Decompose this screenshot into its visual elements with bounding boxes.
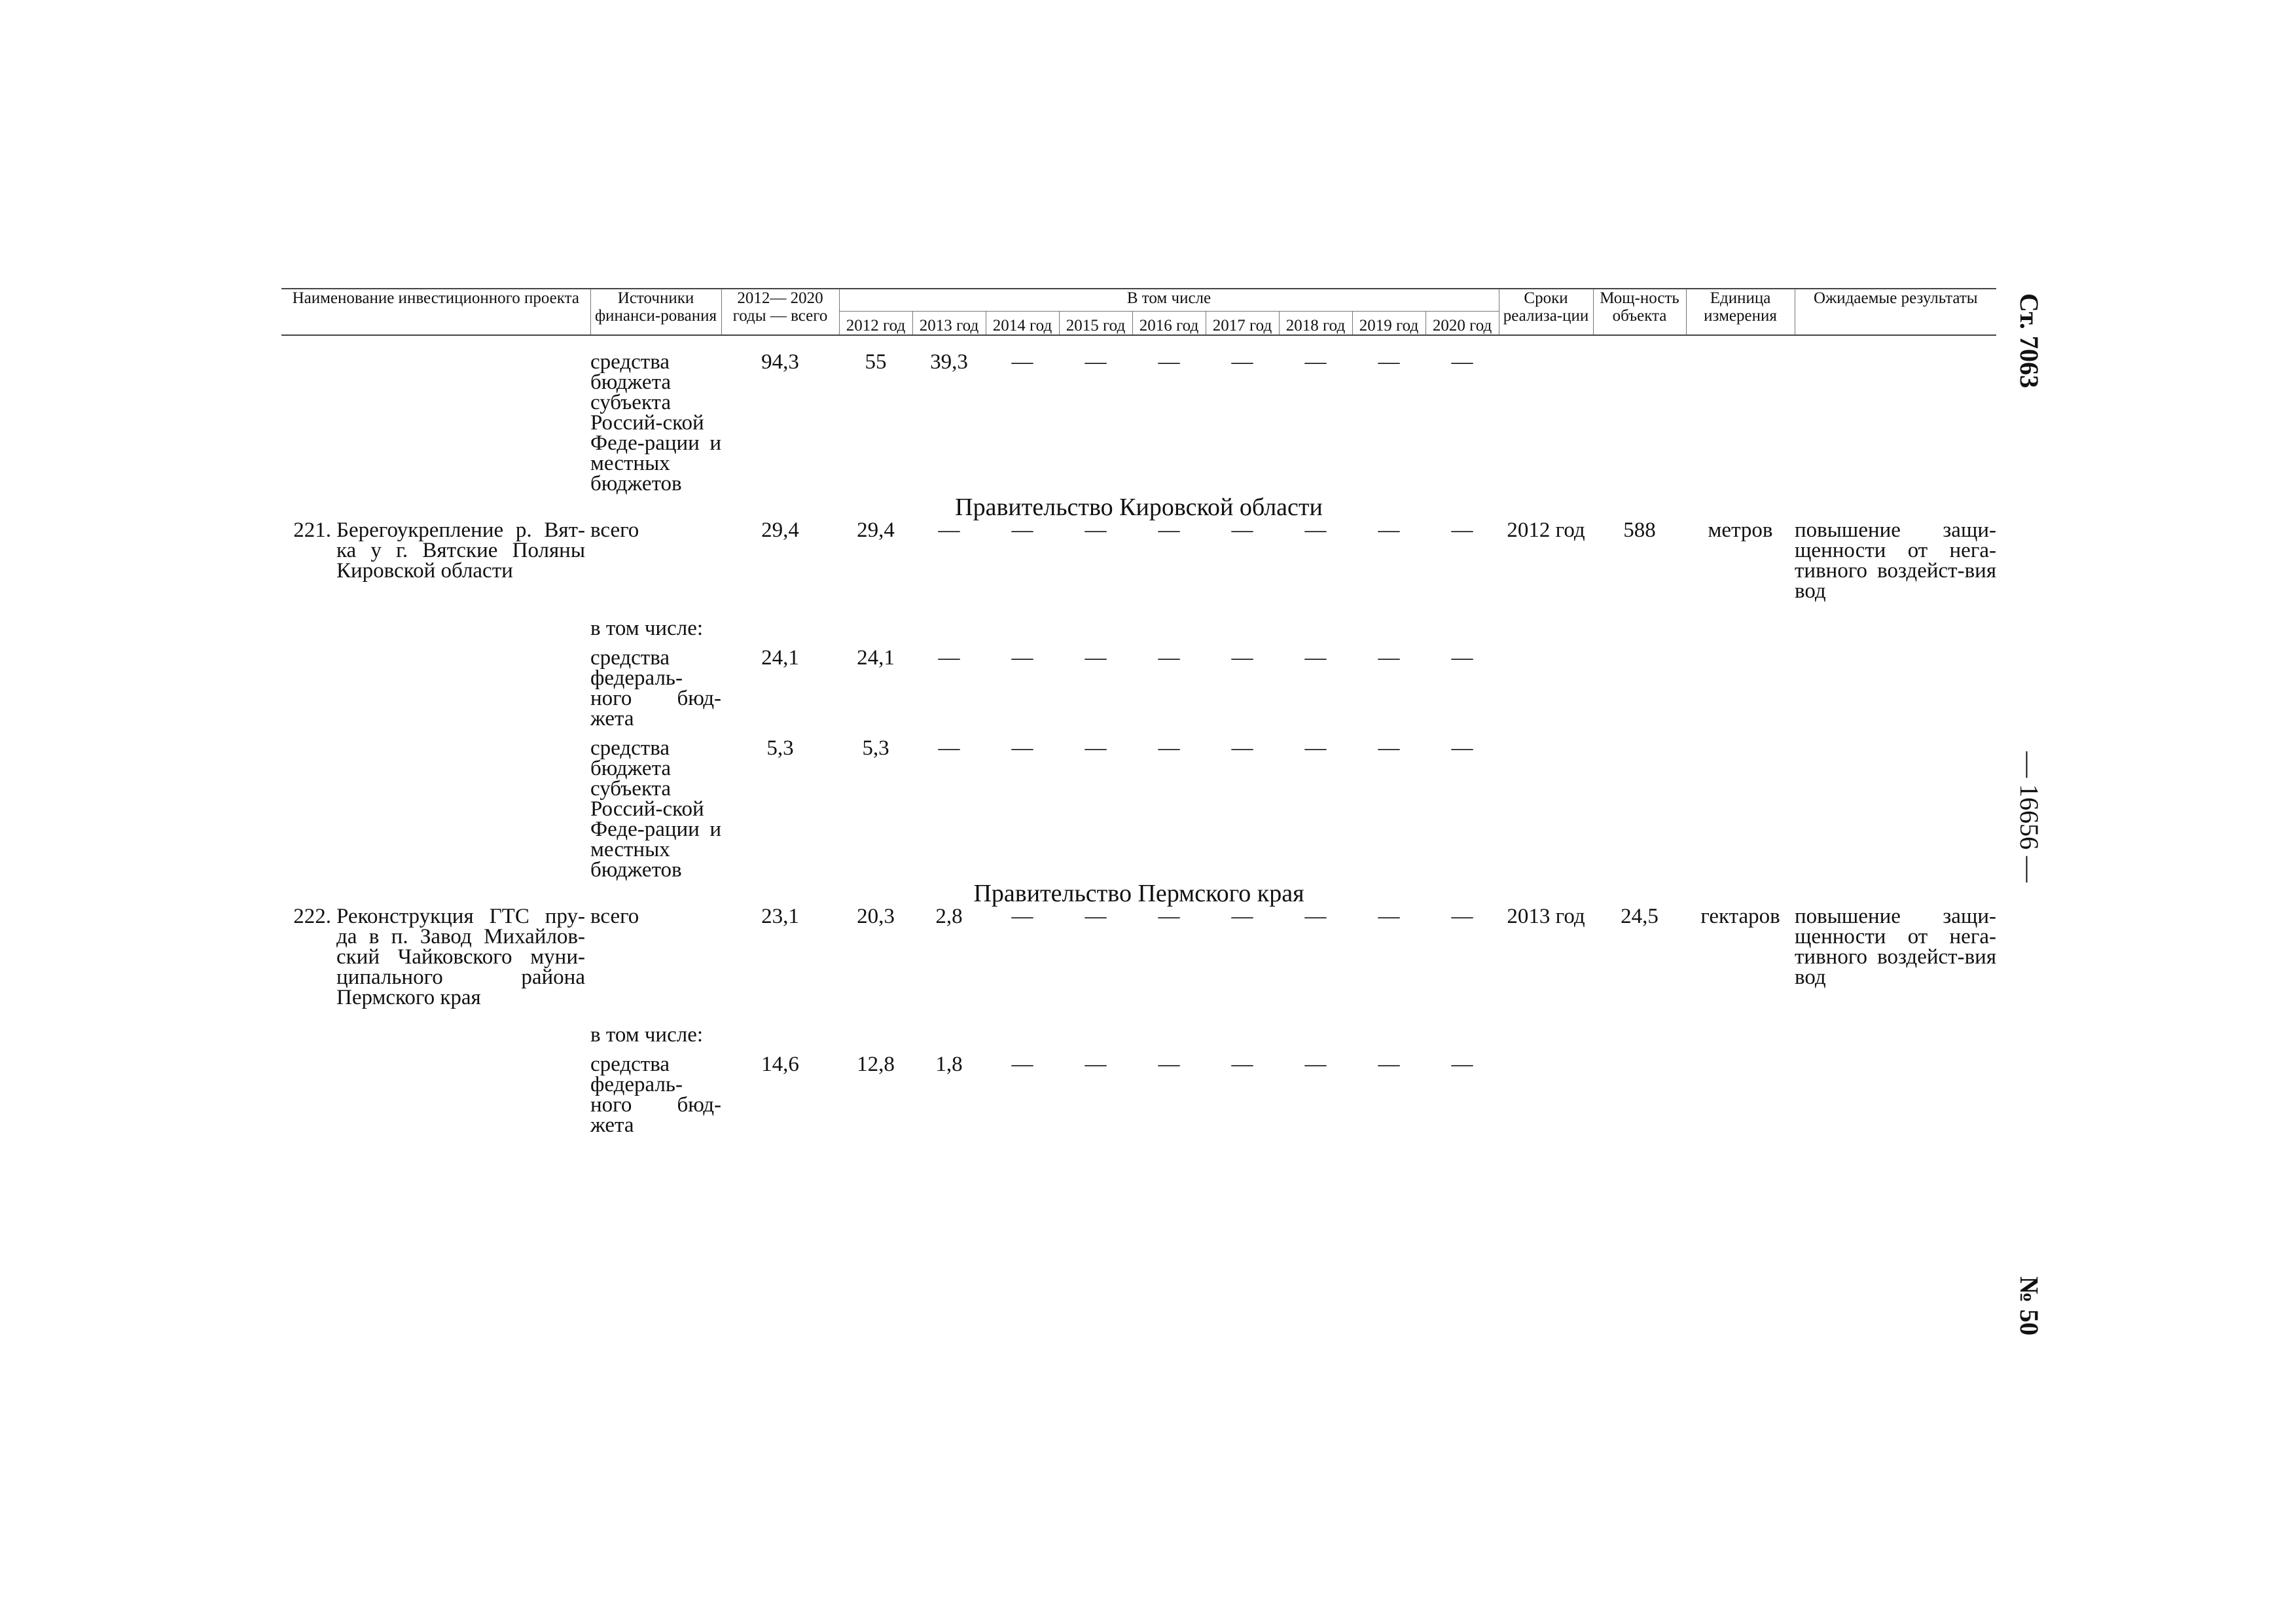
- year-cell: —: [1158, 646, 1180, 670]
- header-capacity: Мощ-ность объекта: [1593, 289, 1686, 335]
- header-total: 2012— 2020 годы — всего: [721, 289, 839, 335]
- project-index: 222.: [293, 905, 331, 928]
- year-cell: —: [938, 736, 960, 760]
- year-cell: —: [1231, 1053, 1253, 1076]
- unit-cell: гектаров: [1700, 905, 1780, 928]
- table-row: [281, 352, 1996, 494]
- header-sources: Источники финанси-рования: [590, 289, 721, 335]
- year-cell: —: [938, 646, 960, 670]
- table-row: [281, 1025, 1996, 1045]
- source-cell: средства федераль-ного бюд-жета: [590, 646, 721, 731]
- issue-number: № 50: [2015, 1276, 2044, 1336]
- header-results: Ожидаемые результаты: [1795, 289, 1996, 335]
- year-cell: —: [1451, 736, 1473, 760]
- header-year: 2012 год: [839, 312, 912, 336]
- year-cell: —: [1304, 518, 1327, 542]
- source-cell: средства бюджета субъекта Россий-ской Феде-рации и местных бюджетов: [590, 350, 721, 496]
- year-cell: 12,8: [857, 1053, 895, 1076]
- year-cell: —: [1011, 350, 1033, 374]
- year-cell: —: [1378, 350, 1400, 374]
- header-year: 2015 год: [1059, 312, 1132, 336]
- project-name-cell: [281, 520, 590, 602]
- table-row: [281, 738, 1996, 880]
- year-cell: —: [1378, 736, 1400, 760]
- year-cell: —: [1158, 1053, 1180, 1076]
- table-row: [281, 520, 1996, 602]
- year-cell: —: [1304, 736, 1327, 760]
- source-cell: средства бюджета субъекта Россий-ской Феде-рации и местных бюджетов: [590, 736, 721, 882]
- year-cell: 29,4: [857, 518, 895, 542]
- year-cell: —: [1231, 736, 1253, 760]
- project-name-cell: [281, 907, 590, 1008]
- year-cell: —: [1085, 646, 1107, 670]
- total-cell: 14,6: [761, 1053, 799, 1076]
- year-cell: —: [1085, 905, 1107, 928]
- source-cell: всего: [590, 518, 639, 542]
- table-header: [281, 289, 1996, 335]
- year-cell: —: [1378, 646, 1400, 670]
- year-cell: —: [1011, 736, 1033, 760]
- project-index: 221.: [293, 518, 331, 542]
- terms-cell: 2012 год: [1507, 518, 1585, 542]
- year-cell: —: [1085, 736, 1107, 760]
- table-row: [281, 1055, 1996, 1136]
- year-cell: 5,3: [862, 736, 889, 760]
- year-cell: —: [1451, 350, 1473, 374]
- year-cell: —: [1085, 1053, 1107, 1076]
- table-row: [281, 648, 1996, 729]
- total-cell: 24,1: [761, 646, 799, 670]
- source-cell: всего: [590, 905, 639, 928]
- year-cell: 2,8: [935, 905, 963, 928]
- year-cell: 39,3: [930, 350, 968, 374]
- table-row: [281, 619, 1996, 639]
- year-cell: —: [1231, 350, 1253, 374]
- capacity-cell: 24,5: [1621, 905, 1659, 928]
- table-row: [281, 907, 1996, 1008]
- unit-cell: метров: [1708, 518, 1773, 542]
- year-cell: 24,1: [857, 646, 895, 670]
- year-cell: —: [1158, 350, 1180, 374]
- year-cell: —: [1011, 1053, 1033, 1076]
- year-cell: —: [1304, 1053, 1327, 1076]
- total-cell: 5,3: [766, 736, 794, 760]
- section-header-row: [281, 880, 1996, 907]
- year-cell: 55: [865, 350, 887, 374]
- section-title: Правительство Кировской области: [955, 494, 1323, 521]
- result-cell: повышение защи-щенности от нега-тивного воздейст-вия вод: [1795, 905, 1997, 989]
- total-cell: 29,4: [761, 518, 799, 542]
- year-cell: —: [1011, 646, 1033, 670]
- section-title: Правительство Пермского края: [973, 880, 1304, 907]
- header-unit: Единица измерения: [1686, 289, 1795, 335]
- project-name: Реконструкция ГТС пру-да в п. Завод Михайлов-ский Чайковского муни-ципального района Пермского края: [336, 905, 585, 1009]
- header-including: В том числе: [839, 289, 1499, 312]
- source-cell: в том числе:: [590, 617, 704, 640]
- year-cell: —: [1304, 905, 1327, 928]
- year-cell: —: [938, 518, 960, 542]
- year-cell: 1,8: [935, 1053, 963, 1076]
- terms-cell: 2013 год: [1507, 905, 1585, 928]
- year-cell: —: [1378, 905, 1400, 928]
- year-cell: —: [1231, 518, 1253, 542]
- document-number: — 16656 —: [2015, 751, 2044, 882]
- source-cell: средства федераль-ного бюд-жета: [590, 1053, 721, 1137]
- section-header-row: [281, 494, 1996, 520]
- year-cell: —: [1085, 518, 1107, 542]
- header-year: 2017 год: [1206, 312, 1279, 336]
- year-cell: —: [1085, 350, 1107, 374]
- year-cell: —: [1451, 646, 1473, 670]
- year-cell: —: [1231, 905, 1253, 928]
- year-cell: —: [1378, 1053, 1400, 1076]
- investment-projects-table: [281, 288, 1996, 1136]
- table-body: [281, 335, 1996, 1136]
- year-cell: —: [1378, 518, 1400, 542]
- year-cell: —: [1451, 905, 1473, 928]
- header-name: Наименование инвестиционного проекта: [281, 289, 590, 335]
- header-terms: Сроки реализа-ции: [1499, 289, 1593, 335]
- capacity-cell: 588: [1623, 518, 1656, 542]
- header-year: 2020 год: [1426, 312, 1499, 336]
- header-year: 2016 год: [1132, 312, 1206, 336]
- year-cell: —: [1158, 736, 1180, 760]
- year-cell: —: [1231, 646, 1253, 670]
- header-year: 2019 год: [1352, 312, 1426, 336]
- year-cell: —: [1158, 518, 1180, 542]
- year-cell: 20,3: [857, 905, 895, 928]
- year-cell: —: [1304, 646, 1327, 670]
- year-cell: —: [1011, 518, 1033, 542]
- year-cell: —: [1304, 350, 1327, 374]
- year-cell: —: [1011, 905, 1033, 928]
- year-cell: —: [1158, 905, 1180, 928]
- header-year: 2014 год: [986, 312, 1059, 336]
- project-name: Берегоукрепление р. Вят-ка у г. Вятские Поляны Кировской области: [336, 518, 585, 583]
- source-cell: в том числе:: [590, 1023, 704, 1047]
- total-cell: 94,3: [761, 350, 799, 374]
- year-cell: —: [1451, 1053, 1473, 1076]
- total-cell: 23,1: [761, 905, 799, 928]
- header-year: 2018 год: [1279, 312, 1352, 336]
- header-year: 2013 год: [912, 312, 986, 336]
- year-cell: —: [1451, 518, 1473, 542]
- result-cell: повышение защи-щенности от нега-тивного воздейст-вия вод: [1795, 518, 1997, 603]
- page-reference: Ст. 7063: [2015, 293, 2044, 388]
